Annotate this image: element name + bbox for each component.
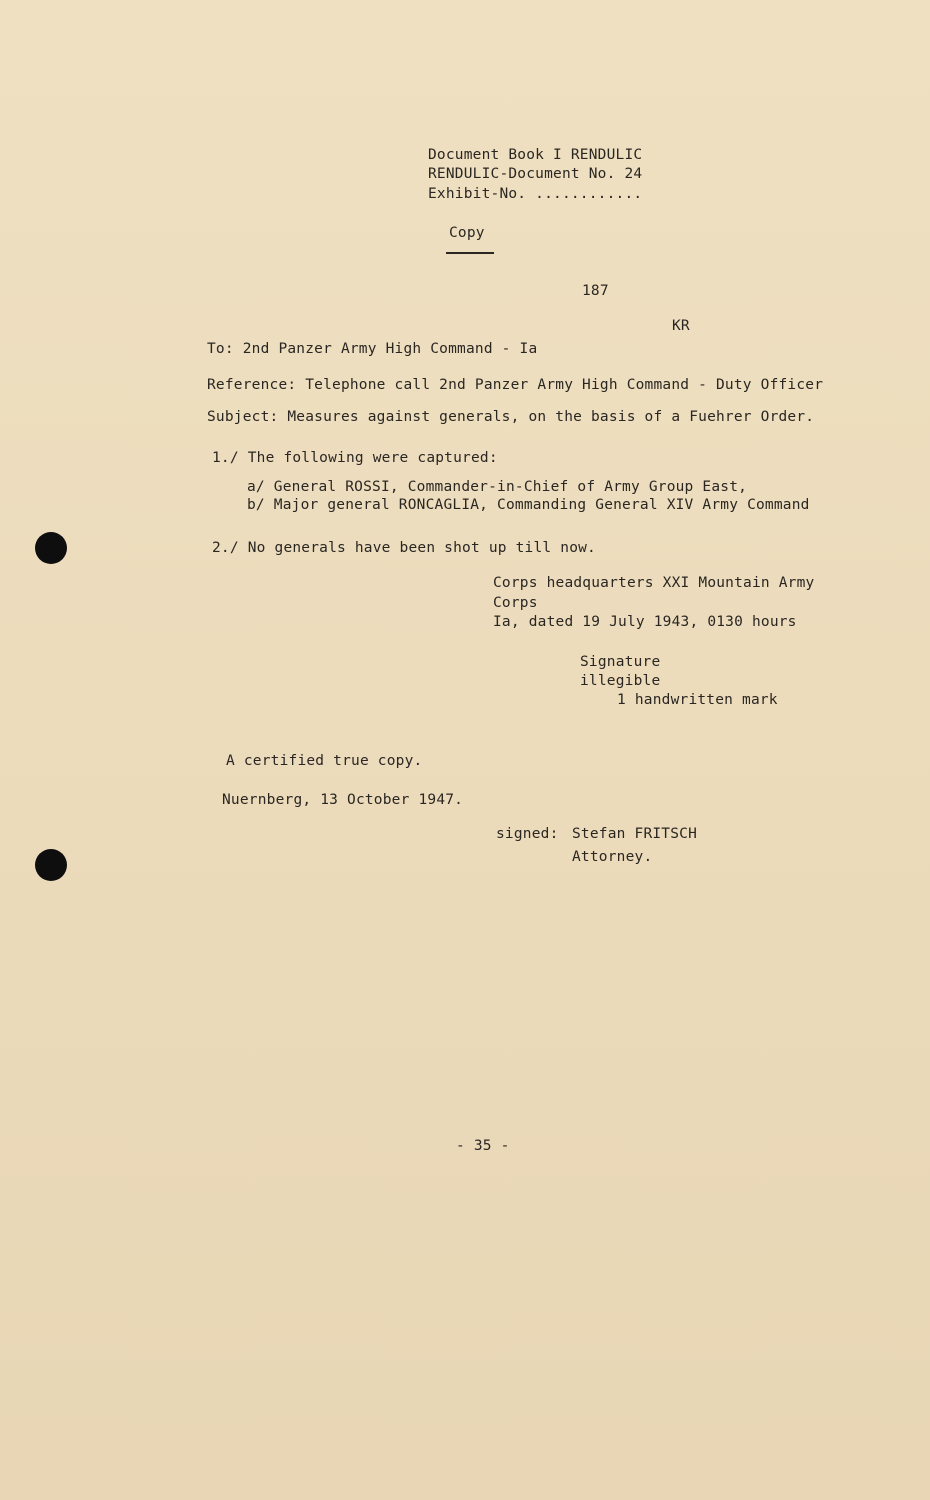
header-exhibit-number: Exhibit-No. ............ [428,186,643,202]
copy-label: Copy [449,225,485,241]
signature-line-2: illegible [580,673,661,689]
copy-underline [446,252,494,254]
signed-label: signed: [496,826,559,842]
place-date-line: Nuernberg, 13 October 1947. [222,792,464,808]
punch-hole-bottom [35,849,67,881]
certified-copy-line: A certified true copy. [226,753,423,769]
item-1-heading: 1./ The following were captured: [212,450,498,466]
document-number: 187 [582,283,609,299]
punch-hole-top [35,532,67,564]
signer-name: Stefan FRITSCH [572,826,698,842]
addressee-line: To: 2nd Panzer Army High Command - Ia [207,341,538,357]
signature-line-3: 1 handwritten mark [617,692,778,708]
header-document-number: RENDULIC-Document No. 24 [428,166,643,182]
subject-line: Subject: Measures against generals, on the basis of a Fuehrer Order. [207,409,815,425]
header-document-book: Document Book I RENDULIC [428,147,643,163]
sender-dateline: Ia, dated 19 July 1943, 0130 hours [493,614,797,630]
item-1a: a/ General ROSSI, Commander-in-Chief of Army Group East, [247,479,748,495]
sender-line-2: Corps [493,595,538,611]
kr-mark: KR [672,318,690,334]
item-1b: b/ Major general RONCAGLIA, Commanding General XIV Army Command [247,497,810,513]
reference-line: Reference: Telephone call 2nd Panzer Army High Command - Duty Officer [207,377,824,393]
item-2: 2./ No generals have been shot up till now. [212,540,596,556]
page-number: - 35 - [456,1138,510,1154]
signer-title: Attorney. [572,849,653,865]
sender-line-1: Corps headquarters XXI Mountain Army [493,575,815,591]
signature-line-1: Signature [580,654,661,670]
